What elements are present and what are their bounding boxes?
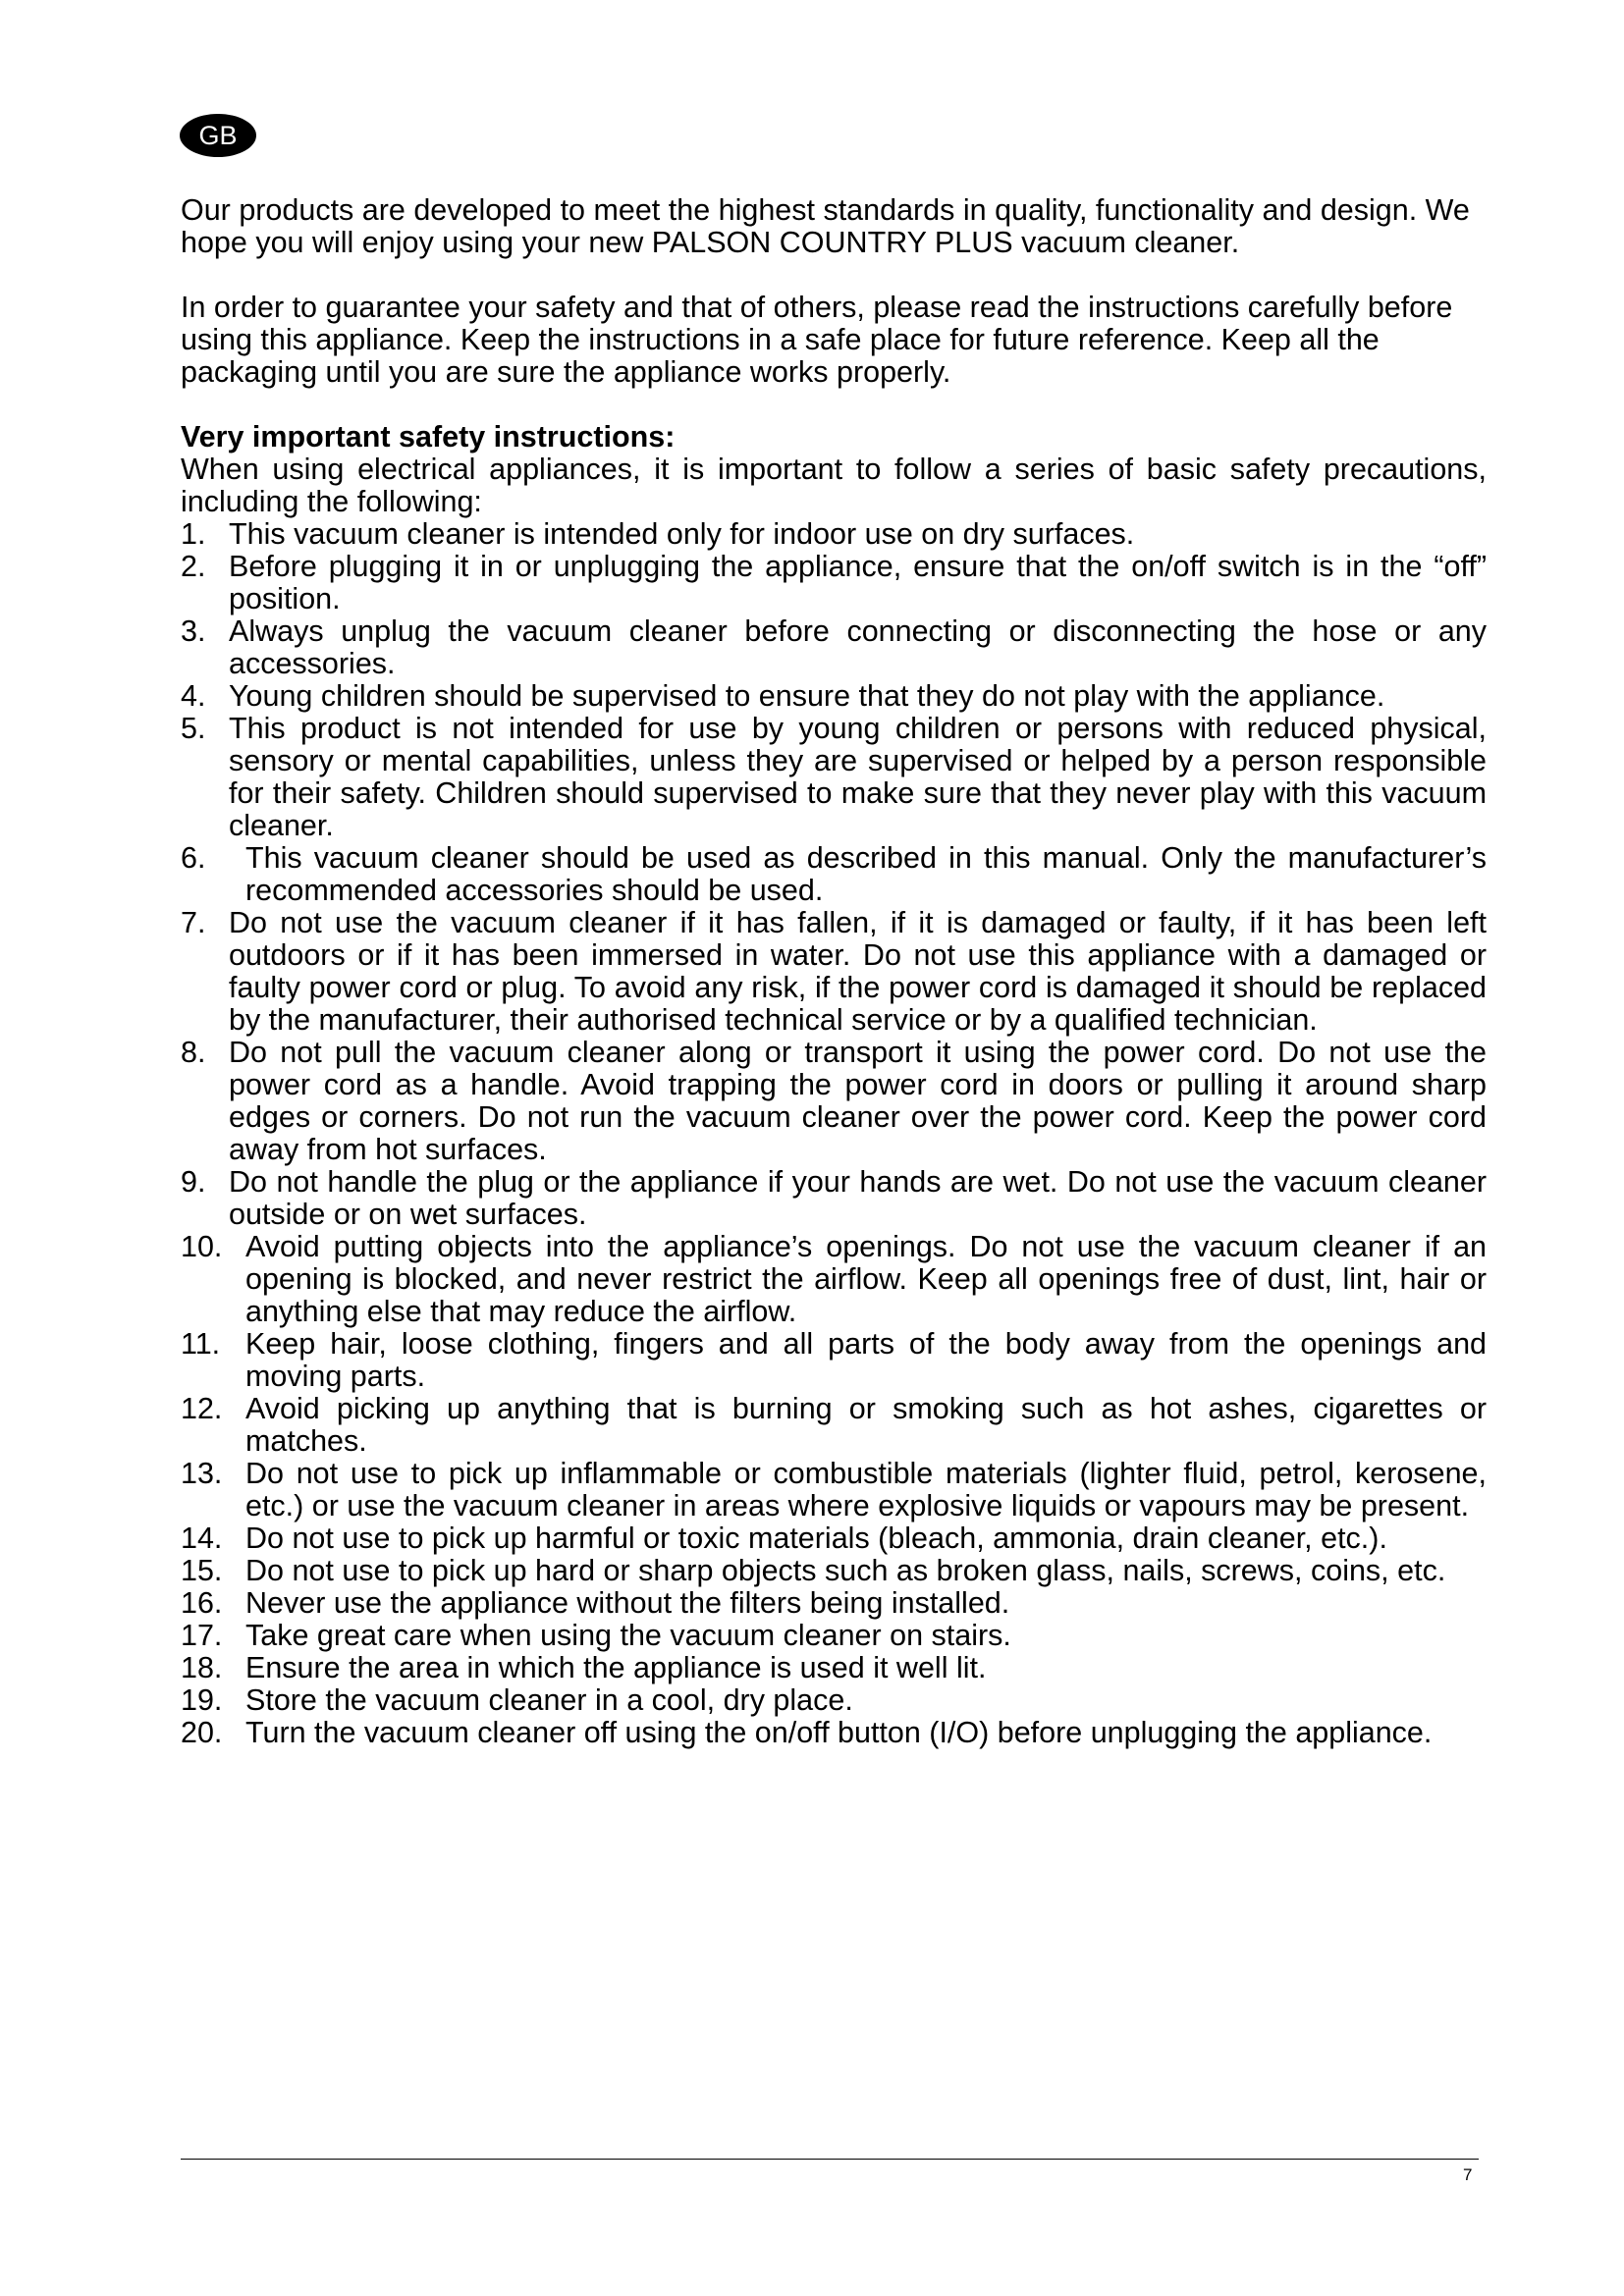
item-text: Do not pull the vacuum cleaner along or transport it using the power cord. Do not use the power cord as a handle. Avoid trapping the power cord in doors or pulling it around sharp edges or corners. Do not run the vacuum cleaner over the power cord. Keep the power cord away from hot surfaces. bbox=[229, 1036, 1487, 1166]
item-number: 19. bbox=[181, 1683, 223, 1717]
item-number: 12. bbox=[181, 1392, 223, 1425]
item-text: Before plugging it in or unplugging the appliance, ensure that the on/off switch is in the “off” position. bbox=[229, 550, 1487, 615]
item-number: 8. bbox=[181, 1036, 206, 1069]
list-item bbox=[181, 1231, 1487, 1328]
footer-divider bbox=[181, 2159, 1479, 2160]
list-item bbox=[181, 1458, 1487, 1522]
item-number: 7. bbox=[181, 906, 206, 939]
list-item bbox=[181, 615, 1487, 680]
item-number: 1. bbox=[181, 517, 206, 551]
item-number: 9. bbox=[181, 1165, 206, 1199]
item-number: 6. bbox=[181, 841, 206, 875]
safety-heading: Very important safety instructions: bbox=[181, 420, 676, 454]
language-badge: GB bbox=[180, 114, 256, 157]
item-text: Take great care when using the vacuum cleaner on stairs. bbox=[245, 1619, 1011, 1652]
list-item bbox=[181, 1684, 1487, 1717]
item-text: Never use the appliance without the filters being installed. bbox=[245, 1586, 1010, 1620]
item-text: Young children should be supervised to ensure that they do not play with the appliance. bbox=[229, 679, 1385, 713]
intro-paragraph: Our products are developed to meet the highest standards in quality, functionality and design. We hope you will enjoy using your new PALSON COUNTRY PLUS vacuum cleaner. bbox=[181, 193, 1470, 259]
item-number: 10. bbox=[181, 1230, 223, 1263]
page-content bbox=[181, 194, 1487, 1749]
item-number: 17. bbox=[181, 1619, 223, 1652]
intro-paragraph: In order to guarantee your safety and that of others, please read the instructions carefully before using this appliance. Keep the instructions in a safe place for future reference. Keep all the packaging until you are sure the appliance works properly. bbox=[181, 291, 1453, 389]
item-text: This vacuum cleaner is intended only for indoor use on dry surfaces. bbox=[229, 517, 1135, 551]
list-item bbox=[181, 1620, 1487, 1652]
item-text: Turn the vacuum cleaner off using the on/off button (I/O) before unplugging the appliance. bbox=[245, 1716, 1433, 1749]
item-number: 4. bbox=[181, 679, 206, 713]
list-item bbox=[181, 680, 1487, 713]
list-item bbox=[181, 518, 1487, 551]
item-number: 5. bbox=[181, 712, 206, 745]
list-item bbox=[181, 1555, 1487, 1587]
item-text: This product is not intended for use by young children or persons with reduced physical, sensory or mental capabilities, unless they are supervised or helped by a person responsible for their safety. Children should supervised to make sure that they never play with this vacuum cleaner. bbox=[229, 712, 1487, 842]
list-item bbox=[181, 551, 1487, 615]
item-text: Do not use to pick up harmful or toxic materials (bleach, ammonia, drain cleaner, etc.). bbox=[245, 1522, 1387, 1555]
list-item bbox=[181, 1393, 1487, 1458]
safety-intro: When using electrical appliances, it is important to follow a series of basic safety precautions, including the following: bbox=[181, 453, 1487, 518]
list-item bbox=[181, 1037, 1487, 1166]
list-item bbox=[181, 907, 1487, 1037]
list-item bbox=[181, 1587, 1487, 1620]
item-number: 16. bbox=[181, 1586, 223, 1620]
page-number: 7 bbox=[1463, 2165, 1473, 2184]
item-number: 15. bbox=[181, 1554, 223, 1587]
item-text: Do not use the vacuum cleaner if it has fallen, if it is damaged or faulty, if it has been left outdoors or if it has been immersed in water. Do not use this appliance with a damaged or faulty power cord or plug. To avoid any risk, if the power cord is damaged it should be replaced by the manufacturer, their authorised technical service or by a qualified technician. bbox=[229, 906, 1487, 1037]
item-number: 20. bbox=[181, 1716, 223, 1749]
item-text: Always unplug the vacuum cleaner before connecting or disconnecting the hose or any accessories. bbox=[229, 614, 1487, 680]
item-number: 11. bbox=[181, 1327, 221, 1361]
item-text: Do not use to pick up hard or sharp objects such as broken glass, nails, screws, coins, etc. bbox=[245, 1554, 1446, 1587]
item-number: 2. bbox=[181, 550, 206, 583]
list-item bbox=[181, 842, 1487, 907]
item-text: Do not use to pick up inflammable or combustible materials (lighter fluid, petrol, kerosene, etc.) or use the vacuum cleaner in areas where explosive liquids or vapours may be present. bbox=[245, 1457, 1487, 1522]
item-text: Avoid picking up anything that is burning or smoking such as hot ashes, cigarettes or matches. bbox=[245, 1392, 1487, 1458]
item-text: Keep hair, loose clothing, fingers and all parts of the body away from the openings and moving parts. bbox=[245, 1327, 1487, 1393]
list-item bbox=[181, 1328, 1487, 1393]
item-number: 14. bbox=[181, 1522, 223, 1555]
item-text: Avoid putting objects into the appliance’s openings. Do not use the vacuum cleaner if an opening is blocked, and never restrict the airflow. Keep all openings free of dust, lint, hair or anything else that may reduce the airflow. bbox=[245, 1230, 1487, 1328]
list-item bbox=[181, 1522, 1487, 1555]
list-item bbox=[181, 1652, 1487, 1684]
item-number: 3. bbox=[181, 614, 206, 648]
item-number: 18. bbox=[181, 1651, 223, 1684]
item-text: Store the vacuum cleaner in a cool, dry place. bbox=[245, 1683, 853, 1717]
list-item bbox=[181, 713, 1487, 842]
list-item bbox=[181, 1166, 1487, 1231]
item-text: This vacuum cleaner should be used as described in this manual. Only the manufacturer’s recommended accessories should be used. bbox=[245, 841, 1487, 907]
list-item bbox=[181, 1717, 1487, 1749]
safety-list bbox=[181, 518, 1487, 1749]
item-text: Ensure the area in which the appliance is used it well lit. bbox=[245, 1651, 987, 1684]
item-number: 13. bbox=[181, 1457, 223, 1490]
item-text: Do not handle the plug or the appliance if your hands are wet. Do not use the vacuum cleaner outside or on wet surfaces. bbox=[229, 1165, 1487, 1231]
